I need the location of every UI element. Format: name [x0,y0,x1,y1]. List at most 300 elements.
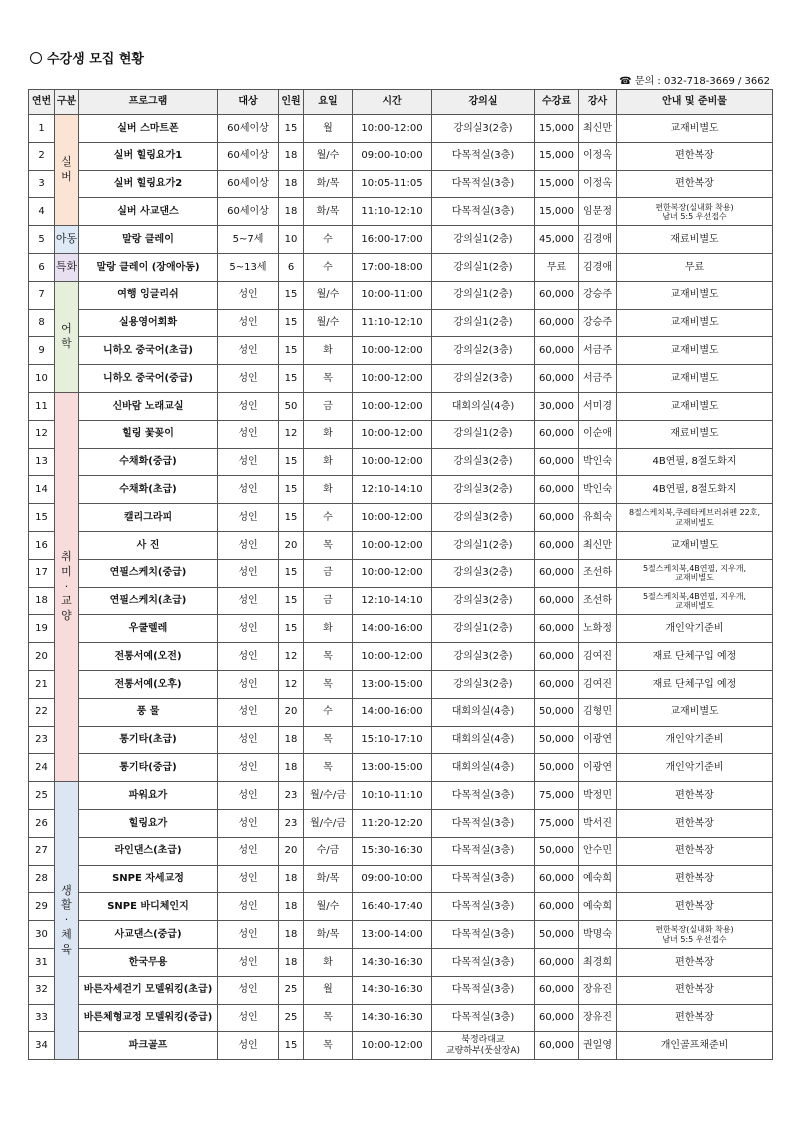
fee: 60,000 [535,448,579,476]
time: 10:00-12:00 [353,337,432,365]
time: 10:10-11:10 [353,782,432,810]
time: 10:00-11:00 [353,281,432,309]
row-number: 5 [29,226,55,254]
row-number: 8 [29,309,55,337]
time: 11:10-12:10 [353,309,432,337]
time: 10:05-11:05 [353,170,432,198]
instructor: 이정옥 [579,142,617,170]
category-cell: 어 학 [55,281,79,392]
days: 수/금 [304,837,353,865]
target: 성인 [218,837,279,865]
capacity: 15 [279,309,304,337]
target: 성인 [218,309,279,337]
instructor: 김경애 [579,253,617,281]
table-row [29,170,773,198]
capacity: 15 [279,504,304,532]
target: 성인 [218,948,279,976]
instructor: 장유진 [579,1004,617,1032]
fee: 60,000 [535,337,579,365]
table-row [29,921,773,949]
program-name: SNPE 자세교정 [79,865,218,893]
room: 다목적실(3층) [432,893,535,921]
table-row [29,754,773,782]
program-name: 바른체형교정 모델워킹(중급) [79,1004,218,1032]
capacity: 18 [279,170,304,198]
table-row [29,420,773,448]
instructor: 조선하 [579,559,617,587]
table-row [29,309,773,337]
notes: 교재비별도 [617,531,773,559]
time: 15:10-17:10 [353,726,432,754]
capacity: 20 [279,837,304,865]
fee: 75,000 [535,809,579,837]
capacity: 15 [279,365,304,393]
program-name: 실버 힐링요가1 [79,142,218,170]
room: 다목적실(3층) [432,948,535,976]
target: 성인 [218,365,279,393]
capacity: 18 [279,142,304,170]
program-name: 신바람 노래교실 [79,392,218,420]
room: 강의실1(2층) [432,281,535,309]
time: 09:00-10:00 [353,142,432,170]
program-name: 한국무용 [79,948,218,976]
time: 15:30-16:30 [353,837,432,865]
notes: 편한복장 [617,865,773,893]
days: 월/수 [304,893,353,921]
room: 강의실2(3층) [432,365,535,393]
fee: 30,000 [535,392,579,420]
instructor: 최신만 [579,115,617,143]
capacity: 15 [279,448,304,476]
capacity: 50 [279,392,304,420]
time: 16:00-17:00 [353,226,432,254]
program-name: 사교댄스(중급) [79,921,218,949]
row-number: 6 [29,253,55,281]
room: 대회의실(4층) [432,698,535,726]
room: 다목적실(3층) [432,865,535,893]
fee: 60,000 [535,643,579,671]
target: 5~7세 [218,226,279,254]
instructor: 박정민 [579,782,617,810]
room: 다목적실(3층) [432,142,535,170]
table-row [29,281,773,309]
room: 다목적실(3층) [432,976,535,1004]
table-row [29,893,773,921]
room: 다목적실(3층) [432,809,535,837]
capacity: 15 [279,476,304,504]
target: 성인 [218,448,279,476]
room: 북정라대교 교량하부(풋살장A) [432,1032,535,1060]
notes: 편한복장 [617,837,773,865]
program-name: 여행 잉글리쉬 [79,281,218,309]
program-name: 연필스케치(초급) [79,587,218,615]
row-number: 34 [29,1032,55,1060]
notes: 개인악기준비 [617,754,773,782]
row-number: 1 [29,115,55,143]
program-name: 실버 힐링요가2 [79,170,218,198]
days: 화/목 [304,921,353,949]
target: 60세이상 [218,142,279,170]
circle-icon [30,52,42,64]
program-name: 파워요가 [79,782,218,810]
table-row [29,587,773,615]
room: 강의실3(2층) [432,448,535,476]
instructor: 박명숙 [579,921,617,949]
table-row [29,115,773,143]
time: 14:00-16:00 [353,615,432,643]
row-number: 26 [29,809,55,837]
target: 성인 [218,921,279,949]
instructor: 김형민 [579,698,617,726]
days: 월/수 [304,281,353,309]
capacity: 18 [279,893,304,921]
capacity: 12 [279,643,304,671]
target: 60세이상 [218,115,279,143]
row-number: 25 [29,782,55,810]
fee: 60,000 [535,893,579,921]
fee: 60,000 [535,309,579,337]
room: 대회의실(4층) [432,754,535,782]
category-cell: 실 버 [55,115,79,226]
fee: 60,000 [535,531,579,559]
program-name: 사 진 [79,531,218,559]
table-row [29,142,773,170]
program-name: SNPE 바디체인지 [79,893,218,921]
instructor: 이광연 [579,754,617,782]
target: 성인 [218,504,279,532]
table-row [29,226,773,254]
days: 수 [304,253,353,281]
time: 12:10-14:10 [353,587,432,615]
notes: 5절스케치북,4B연필, 지우개, 교재비별도 [617,587,773,615]
notes: 편한복장 [617,1004,773,1032]
row-number: 14 [29,476,55,504]
column-header: 대상 [218,90,279,115]
program-name: 실버 사교댄스 [79,198,218,226]
days: 목 [304,1032,353,1060]
notes: 편한복장 [617,170,773,198]
category-cell: 생 활 · 체 육 [55,782,79,1060]
capacity: 12 [279,670,304,698]
column-header: 인원 [279,90,304,115]
time: 09:00-10:00 [353,865,432,893]
room: 강의실1(2층) [432,226,535,254]
days: 금 [304,559,353,587]
capacity: 18 [279,726,304,754]
notes: 재료비별도 [617,420,773,448]
row-number: 27 [29,837,55,865]
table-row [29,559,773,587]
room: 강의실1(2층) [432,531,535,559]
capacity: 23 [279,782,304,810]
row-number: 28 [29,865,55,893]
room: 대회의실(4층) [432,392,535,420]
column-header: 프로그램 [79,90,218,115]
capacity: 15 [279,337,304,365]
row-number: 2 [29,142,55,170]
notes: 교재비별도 [617,115,773,143]
instructor: 유희숙 [579,504,617,532]
time: 10:00-12:00 [353,559,432,587]
capacity: 18 [279,865,304,893]
program-name: 수채화(초급) [79,476,218,504]
table-row [29,504,773,532]
fee: 60,000 [535,670,579,698]
notes: 4B연필, 8절도화지 [617,476,773,504]
target: 성인 [218,809,279,837]
fee: 15,000 [535,170,579,198]
column-header: 요일 [304,90,353,115]
program-name: 전통서예(오후) [79,670,218,698]
instructor: 조선하 [579,587,617,615]
days: 월/수 [304,142,353,170]
capacity: 18 [279,948,304,976]
room: 강의실1(2층) [432,420,535,448]
table-row [29,337,773,365]
table-row [29,392,773,420]
table-row [29,531,773,559]
notes: 편한복장 [617,142,773,170]
table-row [29,948,773,976]
target: 성인 [218,893,279,921]
notes: 재료 단체구입 예정 [617,643,773,671]
capacity: 25 [279,976,304,1004]
time: 10:00-12:00 [353,448,432,476]
contact-info: ☎ 문의 : 032-718-3669 / 3662 [619,76,770,87]
instructor: 강승주 [579,281,617,309]
room: 대회의실(4층) [432,726,535,754]
fee: 45,000 [535,226,579,254]
target: 성인 [218,670,279,698]
program-name: 니하오 중국어(중급) [79,365,218,393]
capacity: 15 [279,587,304,615]
capacity: 15 [279,615,304,643]
time: 11:10-12:10 [353,198,432,226]
target: 성인 [218,865,279,893]
fee: 50,000 [535,837,579,865]
notes: 교재비별도 [617,698,773,726]
fee: 60,000 [535,420,579,448]
instructor: 이순애 [579,420,617,448]
table-row [29,476,773,504]
days: 수 [304,504,353,532]
instructor: 최신만 [579,531,617,559]
page-title [30,48,144,67]
room: 강의실3(2층) [432,476,535,504]
row-number: 12 [29,420,55,448]
time: 10:00-12:00 [353,1032,432,1060]
days: 화/목 [304,865,353,893]
notes: 편한복장 [617,976,773,1004]
target: 성인 [218,392,279,420]
fee: 15,000 [535,115,579,143]
table-row [29,1032,773,1060]
target: 성인 [218,643,279,671]
days: 목 [304,726,353,754]
time: 13:00-15:00 [353,670,432,698]
time: 10:00-12:00 [353,365,432,393]
fee: 60,000 [535,948,579,976]
notes: 편한복장 [617,782,773,810]
room: 강의실3(2층) [432,587,535,615]
table-row [29,670,773,698]
row-number: 16 [29,531,55,559]
row-number: 9 [29,337,55,365]
table-row [29,976,773,1004]
days: 수 [304,698,353,726]
row-number: 23 [29,726,55,754]
target: 성인 [218,337,279,365]
days: 월/수 [304,309,353,337]
room: 다목적실(3층) [432,198,535,226]
table-row [29,365,773,393]
fee: 15,000 [535,198,579,226]
notes: 편한복장(실내화 착용) 남녀 5:5 우선접수 [617,921,773,949]
capacity: 25 [279,1004,304,1032]
capacity: 23 [279,809,304,837]
notes: 편한복장 [617,948,773,976]
days: 목 [304,670,353,698]
capacity: 18 [279,198,304,226]
instructor: 안수민 [579,837,617,865]
time: 10:00-12:00 [353,643,432,671]
notes: 교재비별도 [617,309,773,337]
capacity: 20 [279,531,304,559]
fee: 60,000 [535,1032,579,1060]
days: 목 [304,754,353,782]
column-header: 시간 [353,90,432,115]
capacity: 15 [279,1032,304,1060]
instructor: 김여진 [579,643,617,671]
row-number: 33 [29,1004,55,1032]
instructor: 이정옥 [579,170,617,198]
row-number: 21 [29,670,55,698]
course-table [28,89,773,1060]
capacity: 12 [279,420,304,448]
instructor: 박서진 [579,809,617,837]
target: 성인 [218,281,279,309]
program-name: 니하오 중국어(초급) [79,337,218,365]
time: 10:00-12:00 [353,504,432,532]
time: 10:00-12:00 [353,392,432,420]
table-row [29,865,773,893]
instructor: 김여진 [579,670,617,698]
program-name: 수채화(중급) [79,448,218,476]
time: 13:00-15:00 [353,754,432,782]
days: 수 [304,226,353,254]
fee: 60,000 [535,504,579,532]
instructor: 박인숙 [579,448,617,476]
table-row [29,253,773,281]
program-name: 통기타(초급) [79,726,218,754]
time: 10:00-12:00 [353,531,432,559]
days: 월 [304,115,353,143]
target: 성인 [218,726,279,754]
program-name: 실용영어회화 [79,309,218,337]
room: 강의실3(2층) [432,643,535,671]
capacity: 15 [279,115,304,143]
program-name: 파크골프 [79,1032,218,1060]
table-row [29,782,773,810]
fee: 75,000 [535,782,579,810]
target: 성인 [218,976,279,1004]
room: 강의실3(2층) [432,504,535,532]
column-header: 구분 [55,90,79,115]
room: 강의실1(2층) [432,309,535,337]
notes: 무료 [617,253,773,281]
days: 목 [304,1004,353,1032]
row-number: 3 [29,170,55,198]
room: 다목적실(3층) [432,921,535,949]
target: 60세이상 [218,198,279,226]
target: 성인 [218,754,279,782]
time: 14:30-16:30 [353,948,432,976]
days: 금 [304,392,353,420]
fee: 60,000 [535,587,579,615]
fee: 60,000 [535,615,579,643]
capacity: 20 [279,698,304,726]
time: 12:10-14:10 [353,476,432,504]
time: 10:00-12:00 [353,420,432,448]
time: 14:30-16:30 [353,1004,432,1032]
time: 16:40-17:40 [353,893,432,921]
capacity: 10 [279,226,304,254]
target: 성인 [218,476,279,504]
fee: 60,000 [535,976,579,1004]
notes: 교재비별도 [617,337,773,365]
instructor: 서금주 [579,337,617,365]
row-number: 29 [29,893,55,921]
notes: 개인악기준비 [617,615,773,643]
instructor: 박인숙 [579,476,617,504]
time: 13:00-14:00 [353,921,432,949]
program-name: 말랑 클레이 [79,226,218,254]
row-number: 20 [29,643,55,671]
program-name: 연필스케치(중급) [79,559,218,587]
page-title-text: 수강생 모집 현황 [47,52,144,67]
fee: 60,000 [535,865,579,893]
instructor: 장유진 [579,976,617,1004]
time: 11:20-12:20 [353,809,432,837]
time: 14:00-16:00 [353,698,432,726]
target: 성인 [218,559,279,587]
table-row [29,726,773,754]
fee: 60,000 [535,365,579,393]
header-row [29,90,773,115]
room: 다목적실(3층) [432,1004,535,1032]
room: 강의실1(2층) [432,615,535,643]
row-number: 13 [29,448,55,476]
days: 화 [304,476,353,504]
time: 10:00-12:00 [353,115,432,143]
row-number: 17 [29,559,55,587]
days: 목 [304,365,353,393]
program-name: 라인댄스(초급) [79,837,218,865]
notes: 교재비별도 [617,392,773,420]
notes: 편한복장(실내화 착용) 남녀 5:5 우선접수 [617,198,773,226]
fee: 50,000 [535,726,579,754]
notes: 재료비별도 [617,226,773,254]
row-number: 19 [29,615,55,643]
program-name: 말랑 클레이 (장애아동) [79,253,218,281]
table-row [29,809,773,837]
fee: 60,000 [535,559,579,587]
notes: 개인악기준비 [617,726,773,754]
table-row [29,198,773,226]
target: 성인 [218,782,279,810]
days: 월/수/금 [304,809,353,837]
fee: 60,000 [535,281,579,309]
